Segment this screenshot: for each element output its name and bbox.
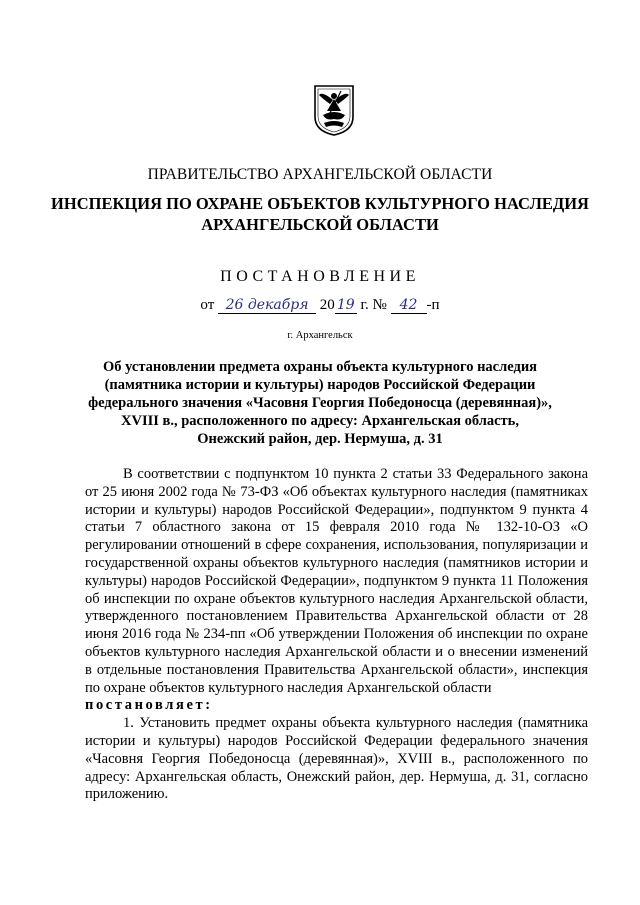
city-label: г. Архангельск (287, 330, 353, 341)
inspection-title-line-2: АРХАНГЕЛЬСКОЙ ОБЛАСТИ (201, 215, 439, 234)
decree-title: ПОСТАНОВЛЕНИЕ (220, 268, 420, 285)
handwritten-date: 26 декабря (218, 298, 316, 314)
subject-line-3: федерального значения «Часовня Георгия Победоносца (деревянная)», (88, 395, 552, 411)
date-prefix: от (200, 297, 215, 313)
number-label: г. № (360, 297, 387, 313)
inspection-title-line-1: ИНСПЕКЦИЯ ПО ОХРАНЕ ОБЪЕКТОВ КУЛЬТУРНОГО НАСЛЕДИЯ (51, 194, 589, 213)
decree-subject (0, 358, 640, 448)
government-title: ПРАВИТЕЛЬСТВО АРХАНГЕЛЬСКОЙ ОБЛАСТИ (147, 166, 493, 183)
subject-line-4: XVIII в., расположенного по адресу: Архангельская область, (121, 413, 519, 429)
decree-date-line (0, 297, 640, 314)
item-1-paragraph: 1. Установить предмет охраны объекта культурного наследия (памятника истории и культуры) народов Российской Федерации федерального значения «Часовня Георгия Победоносца (деревянная)», XVIII в., расположенного по адресу: Архангельская область, Онежский район, дер. Нермуша, д. 31, согласно приложению. (85, 715, 588, 803)
subject-line-1: Об установлении предмета охраны объекта культурного наследия (102, 359, 538, 375)
handwritten-number: 42 (391, 298, 427, 314)
subject-line-5: Онежский район, дер. Нермуша, д. 31 (197, 431, 443, 447)
number-suffix: -п (426, 297, 440, 313)
year-prefix: 20 (319, 297, 335, 313)
handwritten-year: 19 (335, 298, 357, 314)
subject-line-2: (памятника истории и культуры) народов Российской Федерации (104, 377, 536, 393)
inspection-title (0, 193, 640, 235)
arkhangelsk-coat-of-arms-icon (312, 83, 356, 137)
resolves-word: постановляет: (85, 697, 213, 714)
preamble-paragraph: В соответствии с подпунктом 10 пункта 2 статьи 33 Федерального закона от 25 июня 2002 года № 73-ФЗ «Об объектах культурного наследия (памятниках истории и культуры) народов Российской Федерации», подпунктом 9 пункта 4 статьи 7 областного закона от 15 февраля 2010 года № 132-10-ОЗ «О регулировании отношений в сфере сохранения, использования, популяризации и государственной охраны объектов культурного наследия (памятников истории и культуры) народов Российской Федерации», подпунктом 9 пункта 11 Положения об инспекции по охране объектов культурного наследия Архангельской области, утвержденного постановлением Правительства Архангельской области от 28 июня 2016 года № 234-пп «Об утверждении Положения об инспекции по охране объектов культурного наследия Архангельской области и о внесении изменений в отдельные постановления Правительства Архангельской области», инспекция по охране объектов культурного наследия Архангельской области (85, 466, 588, 696)
decree-body (85, 466, 588, 804)
